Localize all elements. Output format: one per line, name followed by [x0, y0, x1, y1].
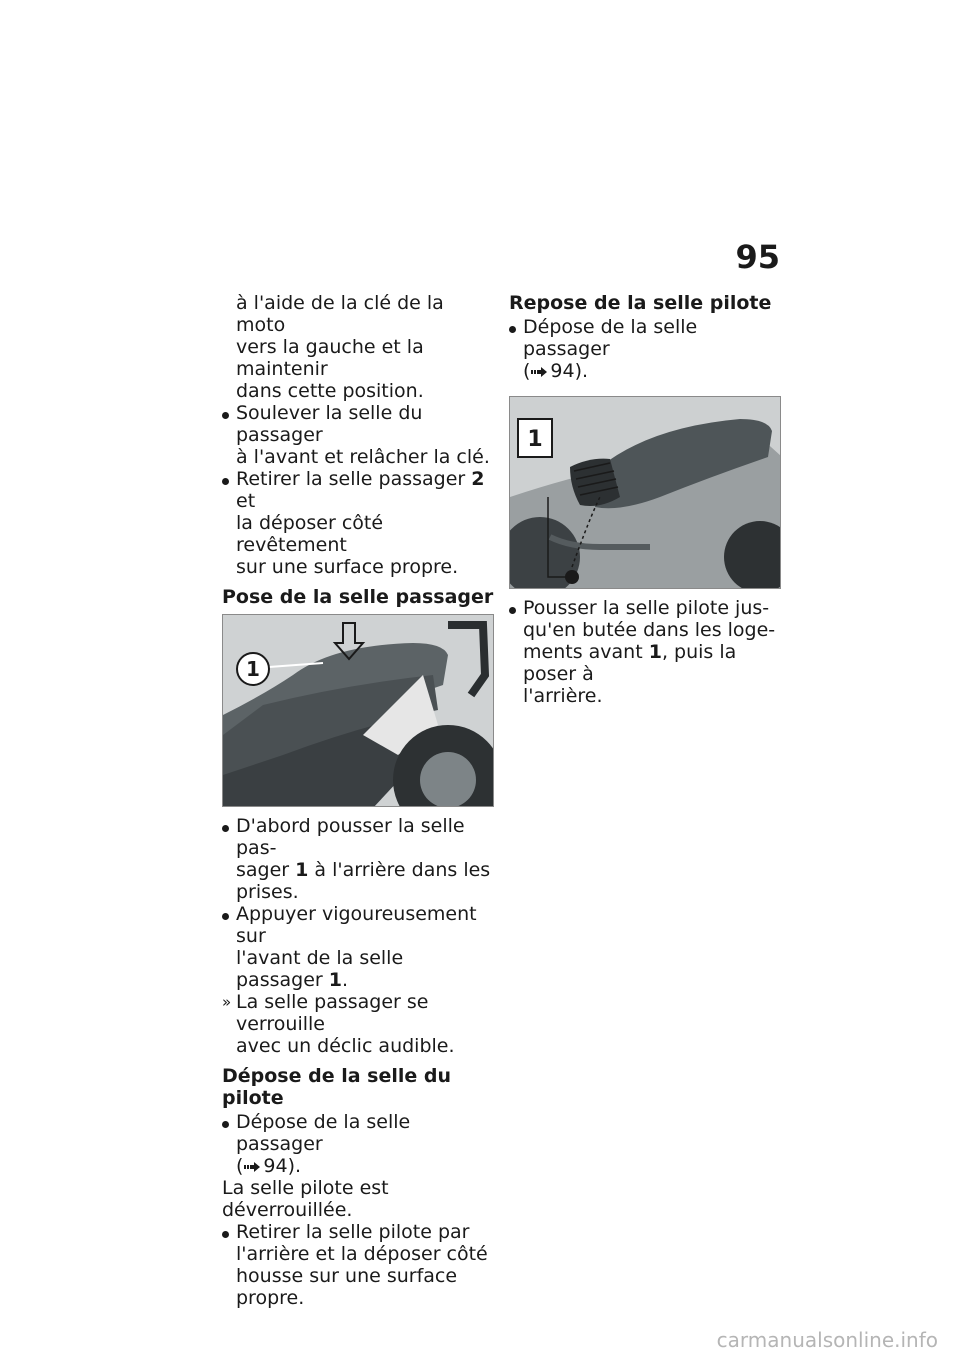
passenger-seat-illustration	[223, 615, 494, 807]
list-item-press-front	[222, 903, 494, 991]
list-item-text: ments avant	[523, 641, 649, 663]
page-reference[interactable]: 94).	[263, 1155, 302, 1177]
callout-number: 1	[328, 969, 342, 991]
bullet-dot-icon	[509, 607, 516, 614]
list-item-text: Soulever la selle du passager	[236, 402, 423, 446]
bullet-dot-icon	[509, 326, 516, 333]
list-item-text: l'avant de la selle passager	[236, 947, 404, 991]
list-item-text: prises.	[236, 881, 299, 903]
intro-text-line: à l'aide de la clé de la moto	[236, 292, 444, 336]
bullet-dot-icon	[222, 913, 229, 920]
list-item-text: Dépose de la selle passager	[236, 1111, 411, 1155]
list-item-text: à l'avant et relâcher la clé.	[236, 446, 490, 468]
list-item-text: Retirer la selle passager	[236, 468, 472, 490]
list-item-lift-seat	[222, 402, 494, 468]
result-text: avec un déclic audible.	[236, 1035, 455, 1057]
bullet-dot-icon	[222, 825, 229, 832]
list-item-text: Pousser la selle pilote jus-	[523, 597, 770, 619]
plain-text: La selle pilote est déverrouillée.	[222, 1177, 389, 1221]
passenger-seat-figure	[222, 614, 494, 807]
list-item-text: à l'arrière dans les	[308, 859, 491, 881]
list-item-text: , puis la poser à	[523, 641, 737, 685]
intro-text-line: dans cette position.	[236, 380, 424, 402]
section-heading: Dépose de la selle du pilote	[222, 1065, 452, 1109]
result-chevron-icon: »	[222, 993, 232, 1011]
bullet-dot-icon	[222, 478, 229, 485]
reference-paren: (	[523, 360, 531, 382]
bullet-dot-icon	[222, 1231, 229, 1238]
reference-arrow-icon	[530, 367, 548, 377]
list-item-remove-passenger-first	[509, 316, 781, 382]
section-heading: Pose de la selle passager	[222, 586, 494, 608]
section-heading: Repose de la selle pilote	[509, 292, 772, 314]
list-item-text: housse sur une surface	[236, 1265, 458, 1287]
list-item-text: l'arrière et la déposer côté	[236, 1243, 488, 1265]
rider-seat-figure	[509, 396, 781, 589]
figure-callout-label: 1	[527, 427, 543, 452]
list-item-text: la déposer côté revêtement	[236, 512, 384, 556]
left-column	[222, 292, 494, 1309]
list-item-push-rider-seat	[509, 597, 781, 707]
callout-number: 1	[648, 641, 662, 663]
rider-seat-illustration	[510, 397, 781, 589]
watermark: carmanualsonline.info	[716, 1328, 938, 1352]
result-item-locks	[222, 991, 494, 1057]
list-item-text: Dépose de la selle passager	[523, 316, 698, 360]
list-item-text: l'arrière.	[523, 685, 603, 707]
bullet-dot-icon	[222, 1121, 229, 1128]
list-item-text: D'abord pousser la selle pas-	[236, 815, 465, 859]
list-item-remove-passenger-seat	[222, 468, 494, 578]
list-item-text: Retirer la selle pilote par	[236, 1221, 470, 1243]
page-reference[interactable]: 94).	[550, 360, 589, 382]
list-item-remove-passenger-first	[222, 1111, 494, 1177]
list-item-text: sur une surface propre.	[236, 556, 459, 578]
list-item-text: sager	[236, 859, 296, 881]
callout-number: 2	[471, 468, 485, 490]
list-item-remove-rider-seat	[222, 1221, 494, 1309]
reference-arrow-icon	[243, 1162, 261, 1172]
list-item-text: qu'en butée dans les loge-	[523, 619, 776, 641]
result-text: La selle passager se verrouille	[236, 991, 429, 1035]
bullet-dot-icon	[222, 412, 229, 419]
figure-callout-label: 1	[246, 657, 260, 681]
reference-paren: (	[236, 1155, 244, 1177]
list-item-push-seat-back	[222, 815, 494, 903]
list-item-text: propre.	[236, 1287, 305, 1309]
intro-text-line: vers la gauche et la maintenir	[236, 336, 424, 380]
list-item-text: .	[341, 969, 349, 991]
list-item-text: Appuyer vigoureusement sur	[236, 903, 477, 947]
list-item-text: et	[236, 490, 256, 512]
callout-number: 1	[295, 859, 309, 881]
right-column	[509, 292, 781, 707]
page-number: 95	[735, 238, 780, 276]
